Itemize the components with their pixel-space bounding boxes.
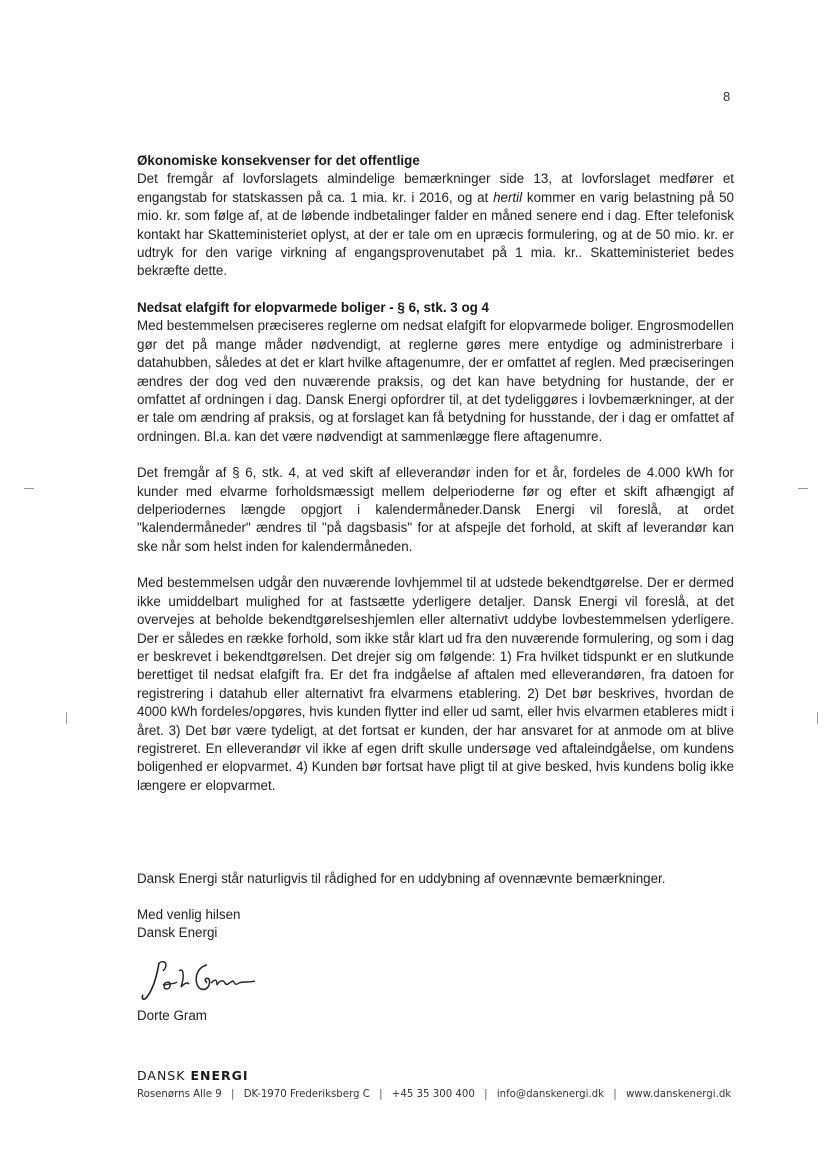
section-heading: Økonomiske konsekvenser for det offentlige <box>137 153 420 168</box>
signatory-name: Dorte Gram <box>137 1008 207 1023</box>
separator: | <box>484 1089 488 1100</box>
brand-word-bold: ENERGI <box>190 1068 249 1083</box>
separator: | <box>379 1089 383 1100</box>
closing-greeting: Med venlig hilsen <box>137 907 241 922</box>
footer-email: info@danskenergi.dk <box>496 1089 605 1100</box>
separator: | <box>231 1089 235 1100</box>
footer-website: www.danskenergi.dk <box>625 1089 732 1100</box>
scan-mark <box>66 712 67 724</box>
closing-organization: Dansk Energi <box>137 925 218 940</box>
page-number: 8 <box>723 89 731 104</box>
scan-mark <box>798 488 808 489</box>
footer-contact <box>137 1089 731 1100</box>
paragraph: Med bestemmelsen præciseres reglerne om nedsat elafgift for elopvarmede boliger. Engrosmodellen gør det på mange måder nødvendigt, at reglerne gøres mere entydige og administrerbare i datahubben, således at det er klart hvilke aftagenumre, der er omfattet af reglen. Med præciseringen ændres der dog ved den nuværende praksis, og det kan have betydning for hustande, der er omfattet af ordningen i dag. Dansk Energi opfordrer til, at det tydeliggøres i lovbemærkninger, at der er tale om ændring af praksis, og at forslaget kan få betydning for husstande, der i dag er omfattet af ordningen. Bl.a. kan det være nødvendigt at sammenlægge flere aftagenumre. <box>137 318 734 444</box>
paragraph: Med bestemmelsen udgår den nuværende lovhjemmel til at udstede bekendtgørelse. Der er dermed ikke umiddelbart mulighed for at fastsætte yderligere detaljer. Dansk Energi vil foreslå, at det overvejes at beholde bekendtgørelseshjemlen eller alternativt uddybe lovbestemmelsen yderligere. Der er således en række forhold, som ikke står klart ud fra den nuværende formulering, og som i dag er beskrevet i bekendtgørelsen. Det drejer sig om følgende: 1) Fra hvilket tidspunkt er en slutkunde berettiget til nedsat elafgift fra. Er det fra indgåelse af aftalen med elleverandøren, fra datoen for registrering i datahub eller alternativt fra elvarmens etablering. 2) Det bør beskrives, hvordan de 4000 kWh fordeles/opgøres, hvis kunden flytter ind eller ud samt, eller hvis elvarmen etableres midt i året. 3) Det bør være tydeligt, at det fortsat er kunden, der har ansvaret for at anmode om at blive registreret. En elleverandør vil ikke af egen drift skulle undersøge ved aftaleindgåelse, om kundens boligenhed er elopvarmet. 4) Kunden bør fortsat have pligt til at give besked, hvis kundens bolig ikke længere er elopvarmet. <box>137 575 734 793</box>
section-heading: Nedsat elafgift for elopvarmede boliger - § 6, stk. 3 og 4 <box>137 300 489 315</box>
footer-address: Rosenørns Alle 9 <box>137 1089 222 1100</box>
section-economic <box>137 152 734 281</box>
paragraph <box>137 170 734 280</box>
closing-availability: Dansk Energi står naturligvis til rådighed for en uddybning af ovennævnte bemærkninger. <box>137 871 666 886</box>
scan-mark <box>24 488 34 489</box>
footer-city: DK-1970 Frederiksberg C <box>243 1089 370 1100</box>
scan-mark <box>817 712 818 724</box>
handwritten-signature <box>137 955 267 1005</box>
brand-word: DANSK <box>137 1068 186 1083</box>
separator: | <box>613 1089 617 1100</box>
footer-phone: +45 35 300 400 <box>391 1089 475 1100</box>
paragraph-text: Det fremgår af lovforslagets almindelige bemærkninger side 13, at lovforslaget medfører et engangstab for statskassen på ca. 1 mia. kr. i 2016, og at <box>137 171 734 205</box>
italic-word: hertil <box>493 189 523 205</box>
paragraph: Det fremgår af § 6, stk. 4, at ved skift af elleverandør inden for et år, fordeles de 4.000 kWh for kunder med elvarme forholdsmæssigt mellem delperioderne før og efter et skift afhængigt af delperiodernes længde opgjort i kalendermåneder.Dansk Energi vil foreslå, at ordet "kalendermåneder" ændres til "på dagsbasis" for at afspejle det forhold, at skift af leverandør kan ske når som helst inden for kalendermåneden. <box>137 465 734 554</box>
paragraph-text: kommer en varig belastning på 50 mio. kr. som følge af, at de løbende indbetalinger falder en måned senere end i dag. Efter telefonisk kontakt har Skatteministeriet oplyst, at der er tale om en upræcis formulering, og at de 50 mio. kr. er udtryk for den varige virkning af engangsprovenutabet på 1 mia. kr.. Skatteministeriet bedes bekræfte dette. <box>137 189 735 279</box>
footer-brand <box>137 1068 249 1083</box>
section-elafgift <box>137 299 734 795</box>
